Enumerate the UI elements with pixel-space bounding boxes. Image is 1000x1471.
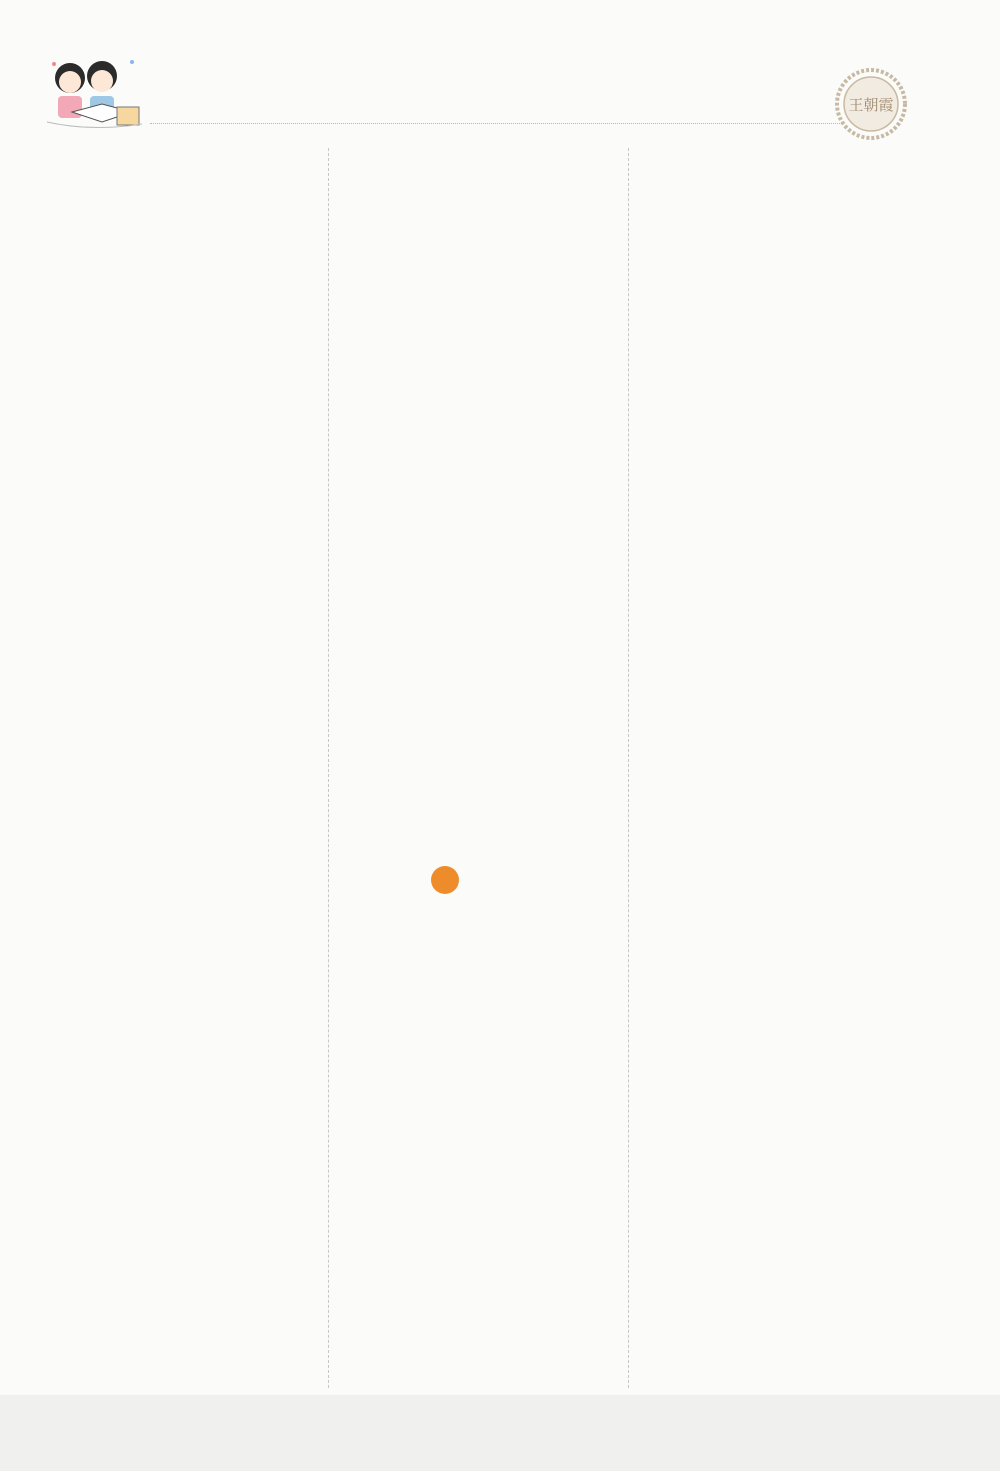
- footer-band: [0, 1395, 1000, 1471]
- children-reading-illustration: [42, 52, 147, 132]
- week-heading: [427, 866, 463, 906]
- column-divider: [628, 148, 629, 1388]
- header-divider: [150, 123, 840, 124]
- week-number-badge: [431, 866, 459, 894]
- brand-seal-logo: [832, 65, 910, 143]
- column-divider: [328, 148, 329, 1388]
- page-header: [0, 0, 1000, 140]
- svg-text:王朝霞: 王朝霞: [848, 96, 894, 114]
